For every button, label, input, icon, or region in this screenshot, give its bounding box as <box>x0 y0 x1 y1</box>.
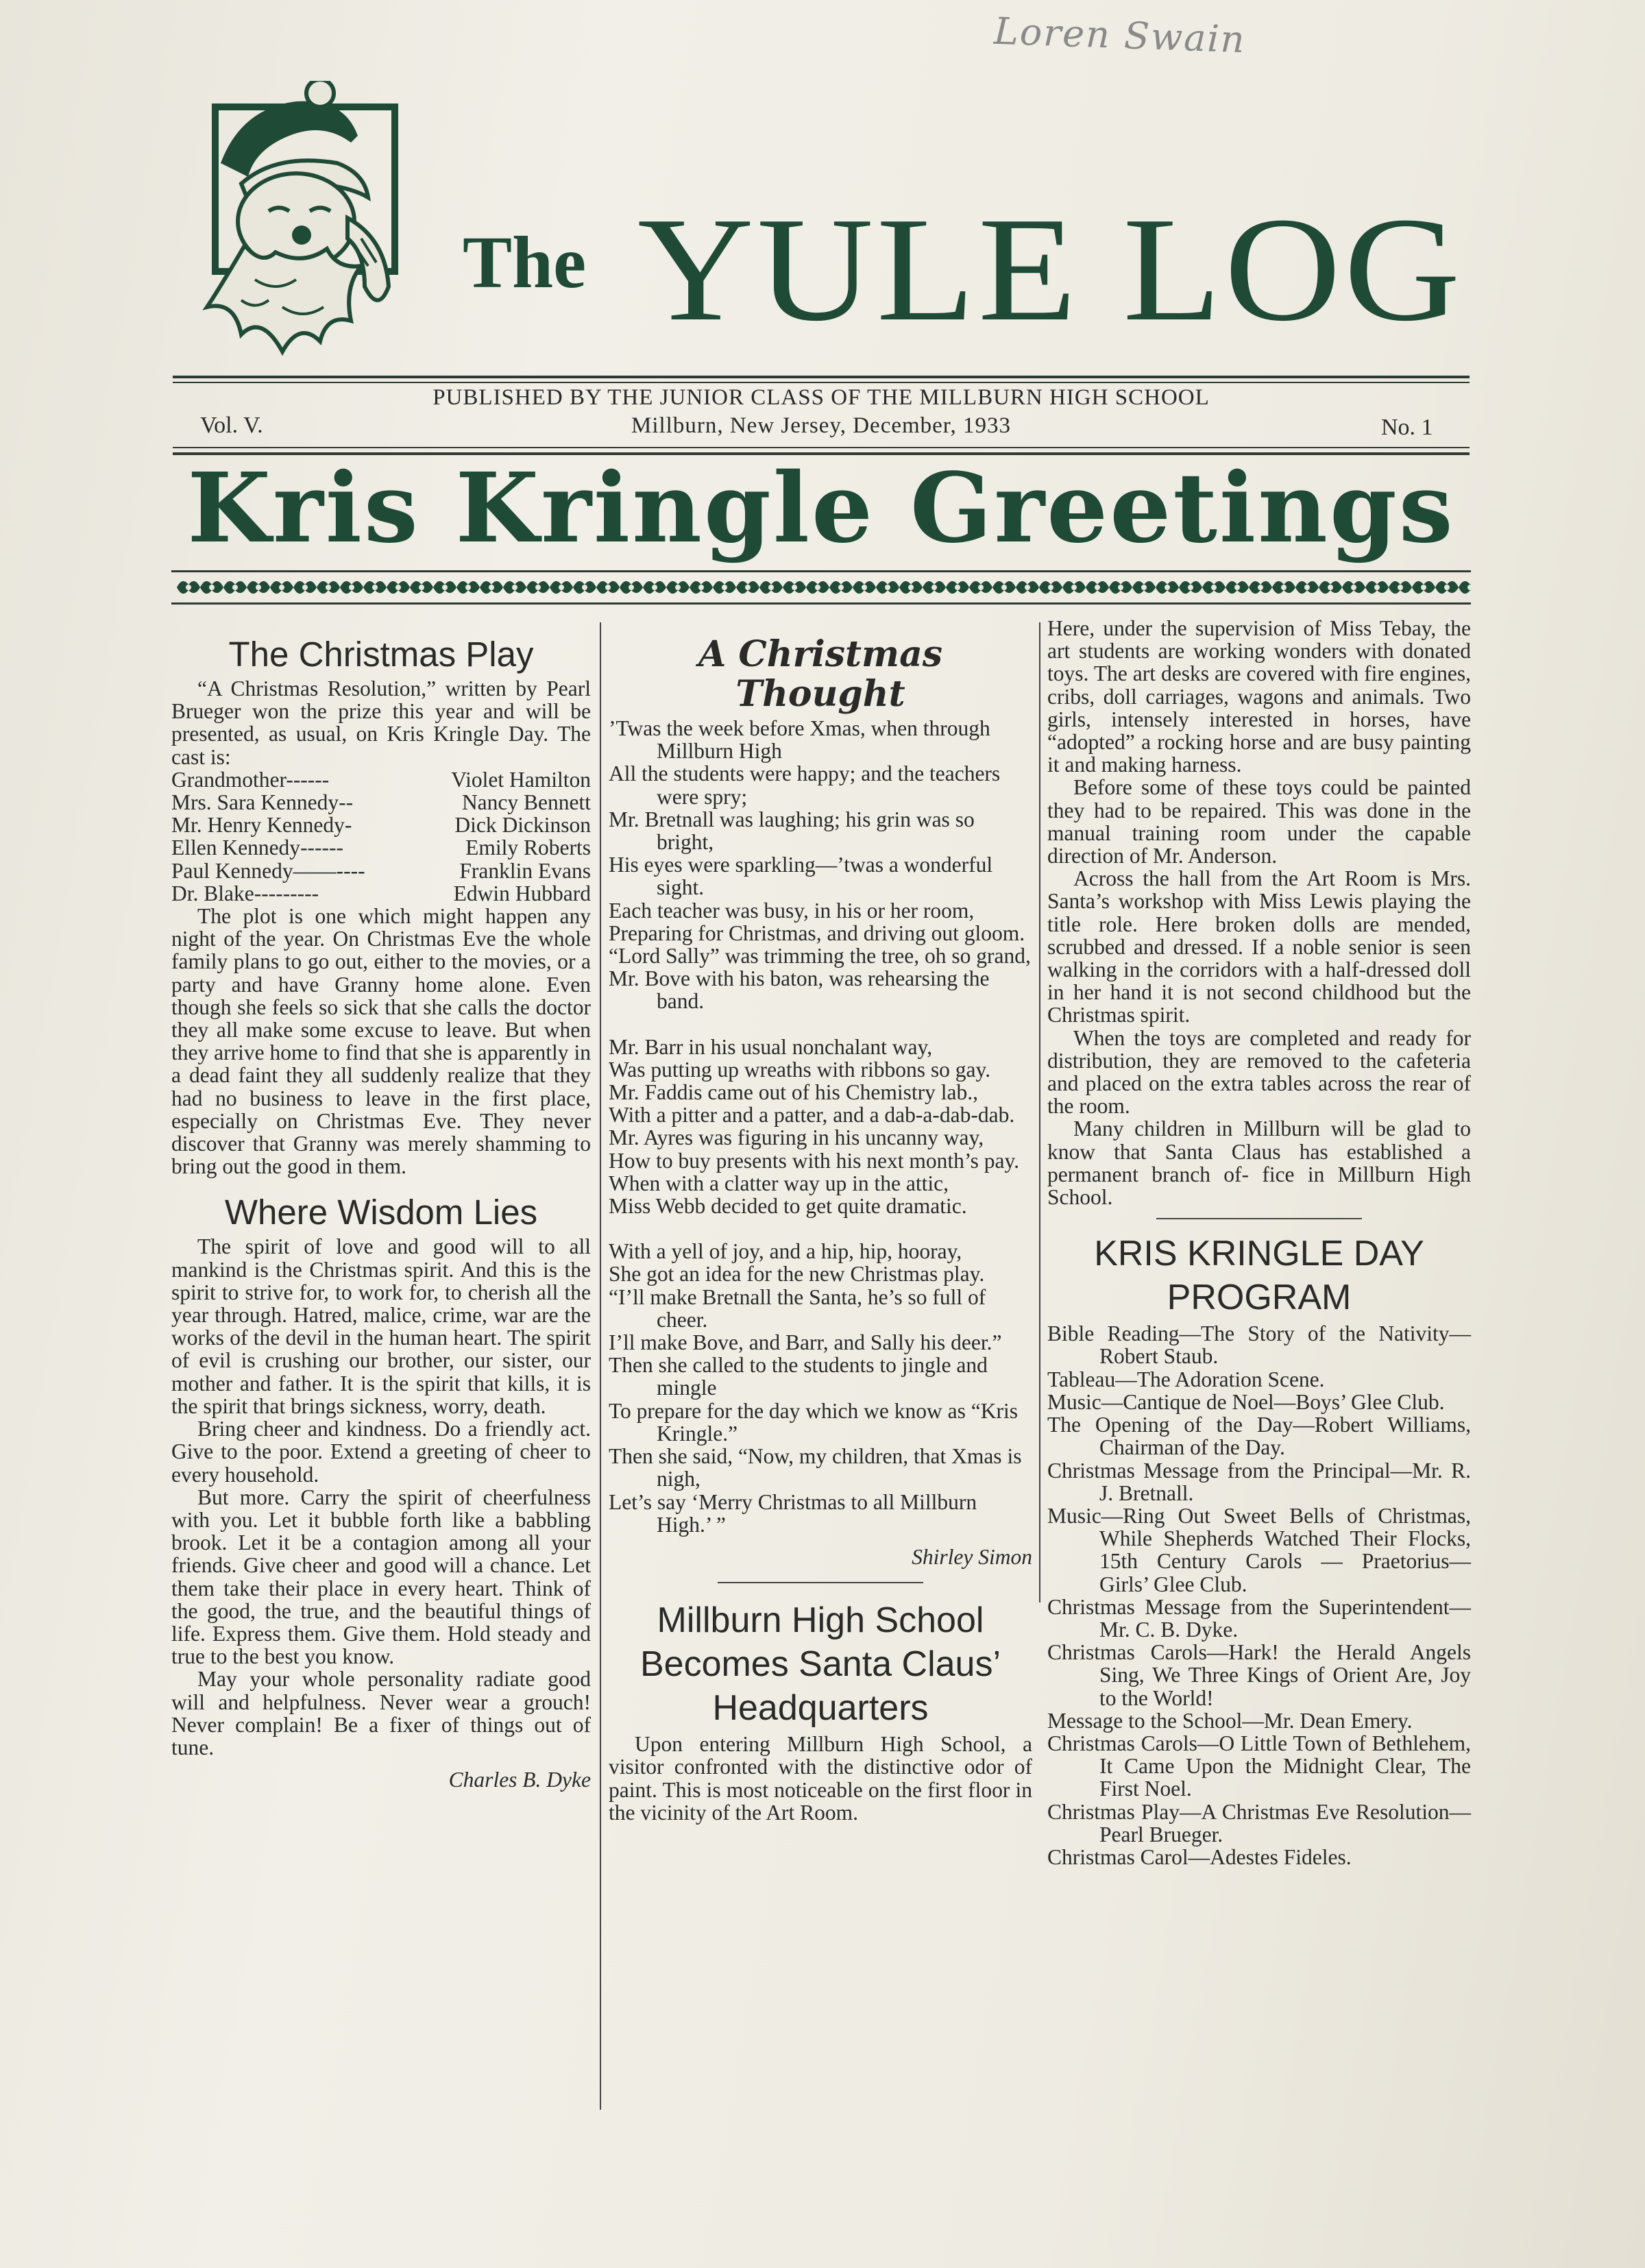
volume-label: Vol. V. <box>200 413 263 438</box>
program-item: Message to the School—Mr. Dean Emery. <box>1047 1708 1413 1733</box>
poem-line: Mr. Bove with his baton, was rehearsing the band. <box>609 966 990 1014</box>
program-item: Christmas Message from the Superintendent—Mr. C. B. Dyke. <box>1047 1594 1471 1642</box>
poem-line: To prepare for the day which we know as “Kris Kringle.” <box>609 1398 1018 1446</box>
section-divider <box>718 1582 923 1583</box>
wisdom-paragraph: The spirit of love and good will to all mankind is the Christmas spirit. And this is the spirit to strive for, to work for, to cherish all the year through. Hatred, malice, crime, war are the works of the devil in the human heart. The spirit of evil is crushing our brother, our sister, our mother and father. It is the spirit that kills, it is the spirit that brings sickness, worry, death. <box>171 1234 591 1418</box>
column-divider-1 <box>600 622 601 2110</box>
cast-row: Ellen Kennedy------ Emily Roberts <box>171 836 591 860</box>
place-date-line: Millburn, New Jersey, December, 1933 <box>631 413 1011 438</box>
issue-number: No. 1 <box>1381 415 1433 440</box>
section-divider <box>1156 1218 1362 1219</box>
poem-line: I’ll make Bove, and Barr, and Sally his deer.” <box>609 1330 1002 1355</box>
poem-line: Mr. Barr in his usual nonchalant way, <box>609 1034 933 1059</box>
program-list <box>1047 1322 1471 1868</box>
christmas-poem <box>609 717 1032 1536</box>
poem-line: ’Twas the week before Xmas, when through Millburn High <box>609 716 990 764</box>
cast-row: Mr. Henry Kennedy- Dick Dickinson <box>171 813 591 838</box>
poem-line: With a pitter and a patter, and a dab-a-dab-dab. <box>609 1103 1015 1127</box>
program-item: Christmas Carols—O Little Town of Bethlehem, It Came Upon the Midnight Clear, The First Noel. <box>1047 1731 1471 1801</box>
poem-line: Mr. Ayres was figuring in his uncanny way, <box>609 1125 984 1150</box>
wisdom-paragraph: Bring cheer and kindness. Do a friendly act. Give to the poor. Extend a greeting of cheer to every household. <box>171 1417 591 1487</box>
column-divider-2 <box>1039 622 1040 1602</box>
wisdom-headline: Where Wisdom Lies <box>224 1193 538 1232</box>
program-item: Tableau—The Adoration Scene. <box>1047 1367 1325 1391</box>
poem-line: Then she called to the students to jingle and mingle <box>609 1353 988 1400</box>
program-headline: KRIS KRINGLE DAY PROGRAM <box>1094 1234 1424 1318</box>
holly-border-icon <box>171 569 1471 606</box>
masthead-title: YULE LOG <box>637 187 1463 352</box>
wisdom-paragraph: May your whole personality radiate good will and helpfulness. Never wear a grouch! Never complain! Be a fixer of things out of tune. <box>171 1667 591 1759</box>
headquarters-intro: Upon entering Millburn High School, a visitor confronted with the distinctive odor of paint. This is most noticeable on the first floor in the vicinity of the Art Room. <box>609 1732 1032 1825</box>
christmas-play-headline: The Christmas Play <box>228 635 534 674</box>
column-2 <box>609 617 1032 1824</box>
wisdom-paragraph: But more. Carry the spirit of cheerfulness with you. Let it bubble forth like a babbling brook. Let it be a contagion among all your friends. Give cheer and good will a chance. Let them take their place in every heart. Think of the good, the true, and the beautiful things of life. Express them. Give them. Hold steady and true to the best you know. <box>171 1485 591 1669</box>
masthead-the: The <box>463 222 587 304</box>
handwritten-signature: Loren Swain <box>993 9 1247 62</box>
poem-line: Mr. Bretnall was laughing; his grin was so bright, <box>609 807 975 855</box>
headquarters-paragraph: When the toys are completed and ready for distribution, they are removed to the cafeteria and placed on the extra tables across the rear of the room. <box>1047 1025 1471 1119</box>
publisher-line: PUBLISHED BY THE JUNIOR CLASS OF THE MILLBURN HIGH SCHOOL <box>432 385 1210 410</box>
christmas-thought-headline: A Christmas Thought <box>698 633 943 715</box>
poem-line: “I’ll make Bretnall the Santa, he’s so full of cheer. <box>609 1284 986 1332</box>
poem-line: Then she said, “Now, my children, that Xmas is nigh, <box>609 1444 1022 1491</box>
headquarters-headline: Millburn High School Becomes Santa Claus’ Headquarters <box>639 1600 1001 1729</box>
column-3 <box>1047 617 1471 1868</box>
stanza-gap <box>609 1013 1032 1036</box>
poem-line: “Lord Sally” was trimming the tree, oh so grand, <box>609 944 1031 968</box>
play-plot: The plot is one which might happen any night of the year. On Christmas Eve the whole family plans to go out, either to the movies, or a party and have Granny home alone. Even though she feels so sick that she calls the doctor they all make some excuse to leave. But when they arrive home to find that she is apparently in a dead faint they all suddenly realize that they had no business to leave in the first place, especially on Christmas Eve. They never discover that Granny was merely shamming to bring out the good in them. <box>171 904 591 1179</box>
headquarters-paragraph: Here, under the supervision of Miss Tebay, the art students are working wonders with donated toys. The art desks are covered with fire engines, cribs, doll carriages, wagons and animals. Two girls, intensely interested in horses, have “adopted” a rocking horse and are busy painting it and making harness. <box>1047 616 1471 777</box>
column-1 <box>171 617 591 1791</box>
poem-line: Each teacher was busy, in his or her room, <box>609 898 975 923</box>
poem-line: How to buy presents with his next month’s pay. <box>609 1148 1020 1173</box>
poem-line: She got an idea for the new Christmas play. <box>609 1262 985 1287</box>
masthead-rule-top <box>173 376 1470 378</box>
program-item: Music—Cantique de Noel—Boys’ Glee Club. <box>1047 1389 1445 1414</box>
poem-line: Mr. Faddis came out of his Chemistry lab., <box>609 1080 978 1105</box>
poem-line: Was putting up wreaths with ribbons so gay. <box>609 1057 991 1082</box>
program-item: Bible Reading—The Story of the Nativity—Robert Staub. <box>1047 1321 1471 1369</box>
wisdom-author: Charles B. Dyke <box>448 1768 591 1792</box>
poem-line: When with a clatter way up in the attic, <box>609 1171 949 1195</box>
program-item: The Opening of the Day—Robert Williams, Chairman of the Day. <box>1047 1413 1471 1460</box>
program-item: Music—Ring Out Sweet Bells of Christmas, While Shepherds Watched Their Flocks, 15th Century Carols — Praetorius— Girls’ Glee Club. <box>1047 1503 1471 1596</box>
poem-line: All the students were happy; and the teachers were spry; <box>609 761 1001 809</box>
program-item: Christmas Message from the Principal—Mr. R. J. Bretnall. <box>1047 1458 1471 1505</box>
headquarters-paragraph: Before some of these toys could be painted they had to be repaired. This was done in the manual training room under the capable direction of Mr. Anderson. <box>1047 775 1471 868</box>
cast-row: Dr. Blake--------- Edwin Hubbard <box>171 881 591 905</box>
masthead-rule-bottom-thin <box>173 447 1470 448</box>
cast-row: Paul Kennedy——---- Franklin Evans <box>171 858 591 883</box>
stanza-gap <box>609 1217 1032 1240</box>
poem-line: Preparing for Christmas, and driving out gloom. <box>609 920 1025 945</box>
cast-row: Mrs. Sara Kennedy-- Nancy Bennett <box>171 790 591 815</box>
program-item: Christmas Play—A Christmas Eve Resolution—Pearl Brueger. <box>1047 1799 1471 1846</box>
banner-headline: Kris Kringle Greetings <box>187 452 1455 565</box>
cast-row: Grandmother------ Violet Hamilton <box>171 767 591 792</box>
poem-line: Miss Webb decided to get quite dramatic. <box>609 1194 967 1219</box>
headquarters-paragraph: Many children in Millburn will be glad to know that Santa Claus has established a permanent branch of- fice in Millburn High School. <box>1047 1117 1471 1210</box>
poem-author: Shirley Simon <box>912 1544 1032 1569</box>
headquarters-paragraph: Across the hall from the Art Room is Mrs. Santa’s workshop with Miss Lewis playing the title role. Here broken dolls are mended, scrubbed and dressed. If a noble senior is seen walking in the corridors with a half-dressed doll in her hand it is not second childhood but the Christmas spirit. <box>1047 866 1471 1027</box>
poem-line: With a yell of joy, and a hip, hip, hooray, <box>609 1239 962 1264</box>
santa-claus-icon <box>180 81 399 362</box>
masthead-rule-top-thin <box>173 382 1470 383</box>
play-intro: “A Christmas Resolution,” written by Pearl Brueger won the prize this year and will be presented, as usual, on Kris Kringle Day. The cast is: <box>171 676 591 769</box>
program-item: Christmas Carols—Hark! the Herald Angels Sing, We Three Kings of Orient Are, Joy to the World! <box>1047 1640 1471 1710</box>
poem-line: His eyes were sparkling—’twas a wonderful sight. <box>609 853 993 900</box>
cast-list <box>171 768 591 905</box>
program-item: Christmas Carol—Adestes Fideles. <box>1047 1844 1352 1869</box>
poem-line: Let’s say ‘Merry Christmas to all Millburn High.’ ” <box>609 1489 977 1537</box>
